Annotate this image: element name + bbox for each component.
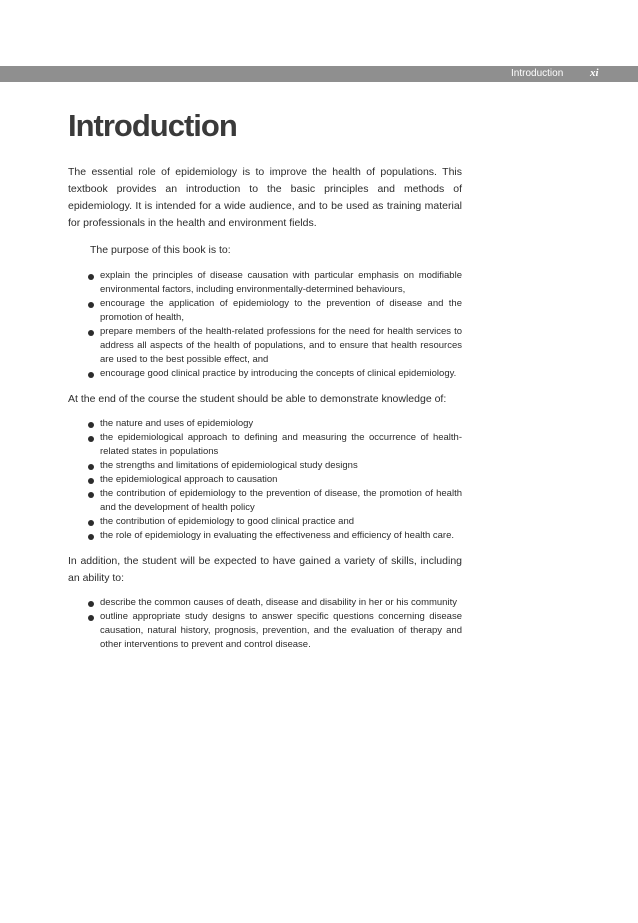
list-item	[100, 610, 462, 652]
skills-lead: In addition, the student will be expected to have gained a variety of skills, including an ability to:	[68, 555, 462, 584]
bullet-icon	[88, 520, 94, 526]
list-item-text: the epidemiological approach to defining and measuring the occurrence of health-related states in populations	[100, 432, 462, 457]
list-item-text: the contribution of epidemiology to good clinical practice and	[100, 516, 355, 527]
list-item-text: outline appropriate study designs to answer specific questions concerning disease causation, natural history, prognosis, prevention, and the evaluation of therapy and other interventions to prevent and control disease.	[100, 611, 462, 650]
knowledge-list	[68, 417, 462, 543]
page-title: Introduction	[68, 108, 237, 143]
bullet-icon	[88, 422, 94, 428]
bullet-icon	[88, 615, 94, 621]
body-content	[68, 164, 462, 662]
purpose-list	[68, 269, 462, 381]
list-item-text: encourage the application of epidemiology to the prevention of disease and the promotion of health,	[100, 298, 462, 323]
bullet-icon	[88, 372, 94, 378]
list-item	[100, 297, 462, 325]
list-item	[100, 515, 462, 529]
bullet-icon	[88, 302, 94, 308]
purpose-lead: The purpose of this book is to:	[90, 244, 231, 256]
bullet-icon	[88, 601, 94, 607]
list-item-text: the role of epidemiology in evaluating the effectiveness and efficiency of health care.	[100, 530, 455, 541]
list-item-text: the contribution of epidemiology to the prevention of disease, the promotion of health and the development of health policy	[100, 488, 462, 513]
bullet-icon	[88, 478, 94, 484]
list-item-text: encourage good clinical practice by introducing the concepts of clinical epidemiology.	[100, 368, 457, 379]
list-item	[100, 325, 462, 367]
bullet-icon	[88, 534, 94, 540]
list-item	[100, 596, 462, 610]
list-item-text: the nature and uses of epidemiology	[100, 418, 254, 429]
list-item-text: the epidemiological approach to causation	[100, 474, 278, 485]
page-number: xi	[590, 67, 599, 79]
list-item-text: the strengths and limitations of epidemiological study designs	[100, 460, 358, 471]
knowledge-lead: At the end of the course the student should be able to demonstrate knowledge of:	[68, 393, 447, 405]
skills-list	[68, 596, 462, 652]
list-item	[100, 529, 462, 543]
bullet-icon	[88, 464, 94, 470]
list-item	[100, 269, 462, 297]
list-item	[100, 487, 462, 515]
bullet-icon	[88, 492, 94, 498]
list-item	[100, 417, 462, 431]
running-header-section: Introduction	[511, 68, 564, 79]
bullet-icon	[88, 436, 94, 442]
list-item	[100, 431, 462, 459]
list-item	[100, 473, 462, 487]
list-item-text: explain the principles of disease causation with particular emphasis on modifiable environmental factors, including environmentally-determined behaviours,	[100, 270, 462, 295]
bullet-icon	[88, 330, 94, 336]
bullet-icon	[88, 274, 94, 280]
list-item-text: describe the common causes of death, disease and disability in her or his community	[100, 597, 457, 608]
list-item-text: prepare members of the health-related professions for the need for health services to address all aspects of the health of populations, and to ensure that health resources are used to the best possible effect, and	[100, 326, 462, 365]
intro-paragraph: The essential role of epidemiology is to improve the health of populations. This textbook provides an introduction to the basic principles and methods of epidemiology. It is intended for a wide audience, and to be used as training material for professionals in the health and environment fields.	[68, 166, 462, 229]
list-item	[100, 459, 462, 473]
list-item	[100, 367, 462, 381]
